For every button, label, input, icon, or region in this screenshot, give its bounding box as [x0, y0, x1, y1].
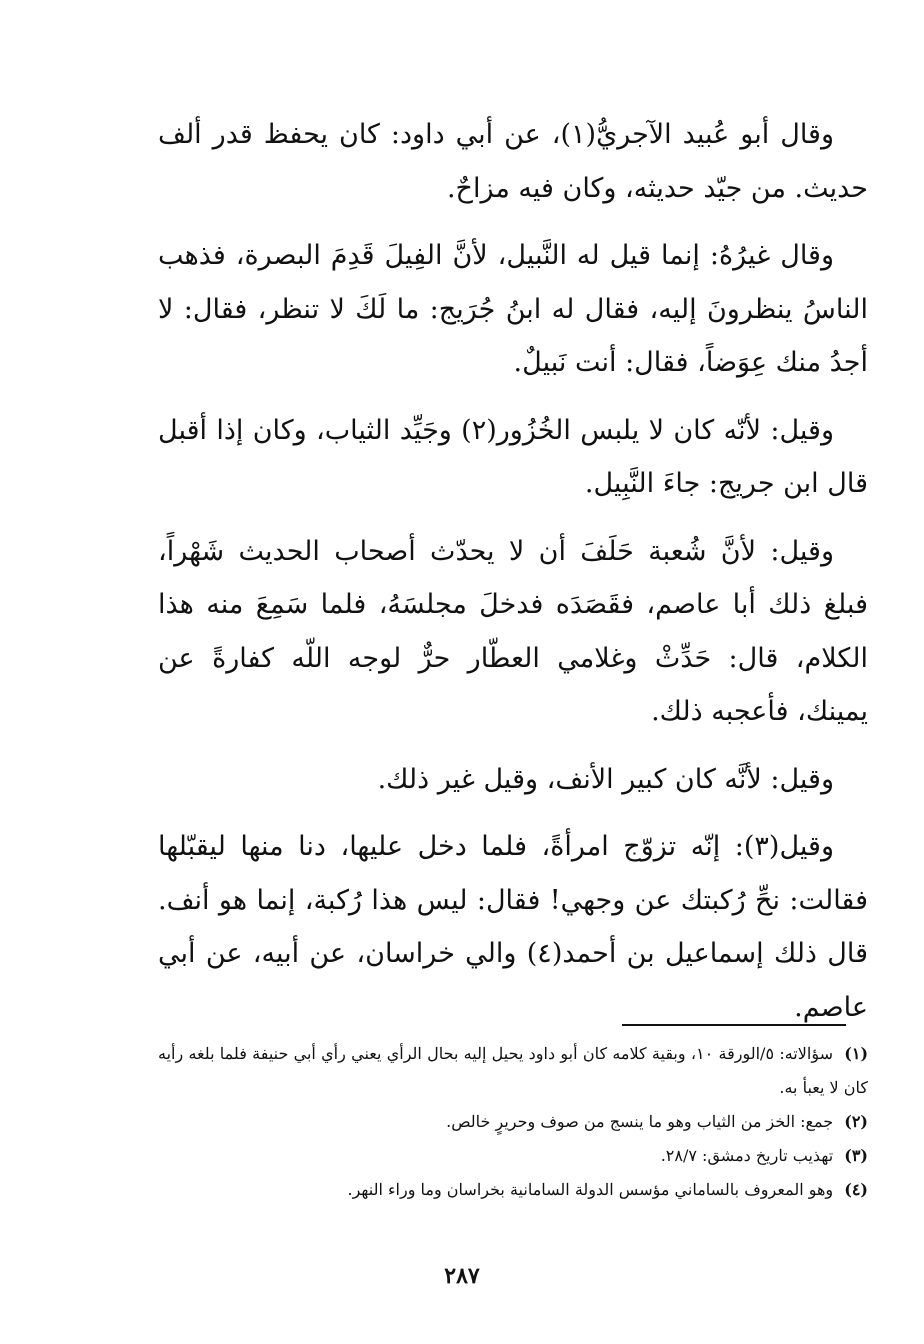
footnote-text: وهو المعروف بالساماني مؤسس الدولة السامانية بخراسان وما وراء النهر.: [347, 1180, 834, 1199]
footnote-separator: [622, 1024, 846, 1026]
footnote-number: (١): [844, 1044, 869, 1063]
footnote-4: [158, 1173, 868, 1207]
main-text: [158, 108, 868, 1034]
footnote-number: (٢): [844, 1112, 868, 1131]
paragraph-5: وقيل: لأنَّه كان كبير الأنف، وقيل غير ذلك.: [377, 763, 834, 795]
paragraph-4: وقيل: لأنَّ شُعبة حَلَفَ أن لا يحدّث أصحاب الحديث شَهْراً، فبلغ ذلك أبا عاصم، فقَصَدَه فدخلَ مجلسَهُ، فلما سَمِعَ منه هذا الكلام، قال: حَدِّثْ وغلامي العطّار حرٌّ لوجه اللّه كفارةً عن يمينك، فأعجبه ذلك.: [158, 535, 868, 727]
paragraph-1: وقال أبو عُبيد الآجريُّ(١)، عن أبي داود: كان يحفظ قدر ألف حديث. من جيّد حديثه، وكان فيه مزاحٌ.: [158, 119, 868, 204]
page-number: ٢٨٧: [444, 1263, 480, 1289]
footnote-1: [158, 1037, 868, 1105]
paragraph-3: وقيل: لأنّه كان لا يلبس الخُزُور(٢) وجَيِّد الثياب، وكان إذا أقبل قال ابن جريج: جاءَ النَّبِيل.: [158, 414, 868, 499]
paragraph-2: وقال غيرُهُ: إنما قيل له النَّبيل، لأنَّ الفِيلَ قَدِمَ البصرة، فذهب الناسُ ينظرونَ إليه، فقال له ابنُ جُرَيج: ما لَكَ لا تنظر، فقال: لا أجدُ منك عِوَضاً، فقال: أنت نَبيلٌ.: [158, 240, 868, 378]
footnote-text: جمع: الخز من الثياب وهو ما ينسج من صوف وحريرٍ خالص.: [446, 1112, 834, 1131]
footnotes-list: [158, 1037, 868, 1207]
footnote-text: سؤالاته: ٥/الورقة ١٠، وبقية كلامه كان أبو داود يحيل إليه بحال الرأي يعني رأي أبي حنيفة فلما بلغه رأيه كان لا يعبأ به.: [158, 1044, 868, 1097]
footnote-number: (٤): [844, 1180, 868, 1199]
paragraph-6: وقيل(٣): إنّه تزوّج امرأةً، فلما دخل عليها، دنا منها ليقبّلها فقالت: نحِّ رُكبتك عن وجهي! فقال: ليس هذا رُكبة، إنما هو أنف. قال ذلك إسماعيل بن أحمد(٤) والي خراسان، عن أبيه، عن أبي عاصم.: [158, 831, 869, 1023]
footnote-3: [158, 1139, 868, 1173]
footnote-text: تهذيب تاريخ دمشق: ٢٨/٧.: [660, 1146, 834, 1165]
footnote-number: (٣): [844, 1146, 868, 1165]
footnote-2: [158, 1105, 868, 1139]
